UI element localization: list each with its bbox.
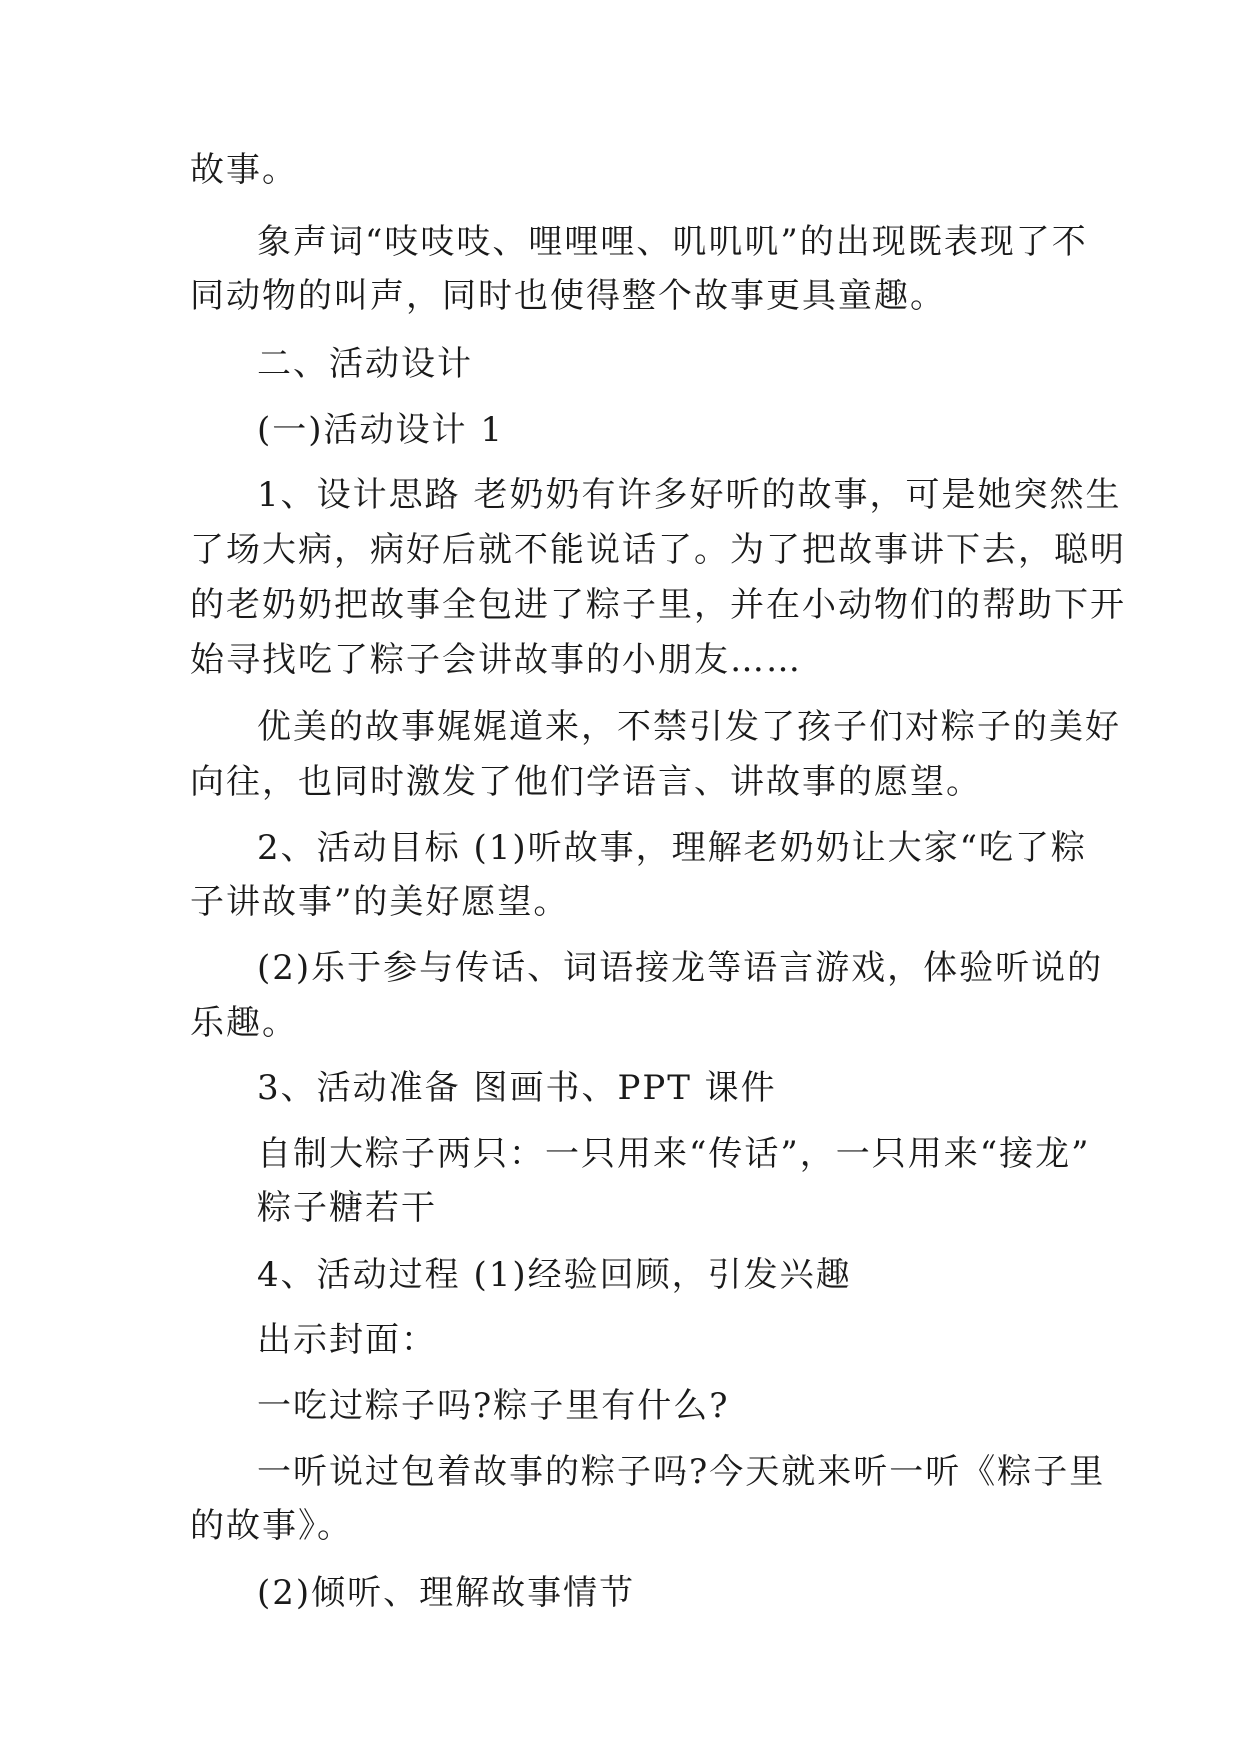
text-line: (2)倾听、理解故事情节 — [257, 1573, 636, 1613]
text-line: 1、设计思路 老奶奶有许多好听的故事，可是她突然生 — [257, 475, 1122, 515]
text-line: 粽子糖若干 — [257, 1188, 437, 1228]
text-line: 子讲故事”的美好愿望。 — [190, 882, 570, 922]
text-line: 象声词“吱吱吱、哩哩哩、叽叽叽”的出现既表现了不 — [257, 222, 1088, 262]
text-line: 故事。 — [190, 150, 298, 190]
text-line: (2)乐于参与传话、词语接龙等语言游戏，体验听说的 — [257, 948, 1104, 988]
text-line: 自制大粽子两只：一只用来“传话”，一只用来“接龙” — [257, 1134, 1091, 1174]
text-line: 乐趣。 — [190, 1003, 298, 1043]
text-line: 3、活动准备 图画书、PPT 课件 — [257, 1068, 777, 1108]
text-line: 向往，也同时激发了他们学语言、讲故事的愿望。 — [190, 762, 982, 802]
text-line: 的老奶奶把故事全包进了粽子里，并在小动物们的帮助下开 — [190, 585, 1126, 625]
section-heading: 二、活动设计 — [257, 344, 473, 384]
text-line: 2、活动目标 (1)听故事，理解老奶奶让大家“吃了粽 — [257, 828, 1087, 868]
text-line: 一听说过包着故事的粽子吗?今天就来听一听《粽子里 — [257, 1452, 1106, 1492]
subsection-heading: (一)活动设计 1 — [257, 410, 504, 450]
text-line: 出示封面： — [257, 1320, 437, 1360]
text-line: 一吃过粽子吗?粽子里有什么? — [257, 1386, 730, 1426]
text-line: 4、活动过程 (1)经验回顾，引发兴趣 — [257, 1255, 852, 1295]
text-line: 同动物的叫声，同时也使得整个故事更具童趣。 — [190, 276, 946, 316]
text-line: 优美的故事娓娓道来，不禁引发了孩子们对粽子的美好 — [257, 707, 1121, 747]
text-line: 始寻找吃了粽子会讲故事的小朋友…… — [190, 640, 802, 680]
text-line: 的故事》。 — [190, 1506, 353, 1546]
text-line: 了场大病，病好后就不能说话了。为了把故事讲下去，聪明 — [190, 530, 1126, 570]
